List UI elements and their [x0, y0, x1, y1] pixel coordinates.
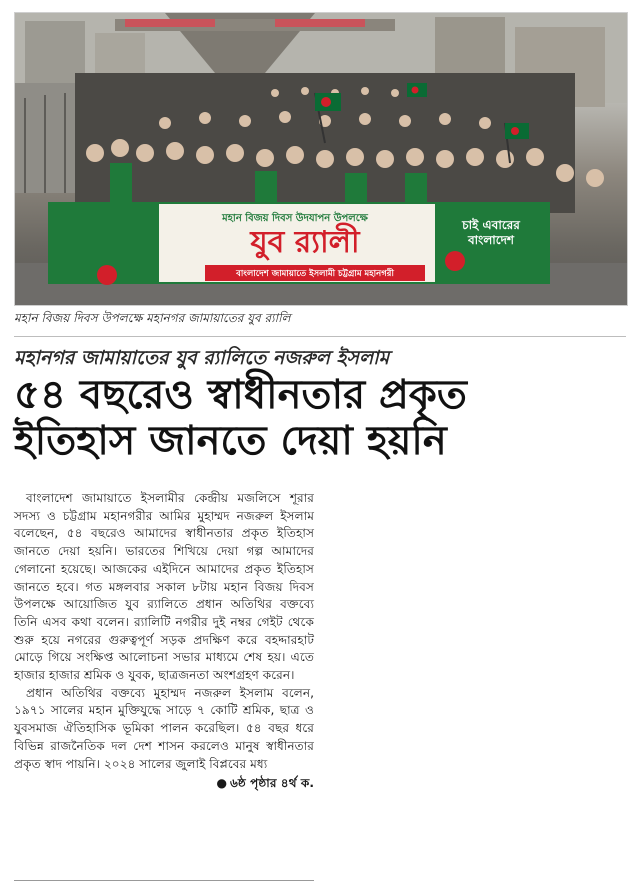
banner-right-text: চাই এবারের বাংলাদেশ: [462, 218, 520, 247]
headline-line1: ৫৪ বছরেও স্বাধীনতার প্রকৃত: [14, 371, 467, 418]
paragraph-2: প্রধান অতিথির বক্তব্যে মুহাম্মদ নজরুল ইসলাম বলেন, ১৯৭১ সালের মহান মুক্তিযুদ্ধে সাড়ে ৭ কোটি শ্রমিক, ছাত্র ও যুবসমাজ ঐতিহাসিক ভূমিকা পালন করেছিল। ৫৪ বছর ধরে বিভিন্ন রাজনৈতিক দল দেশ শাসন করলেও মানুষ স্বাধীনতার প্রকৃত স্বাদ পায়নি। ২০২৪ সালের জুলাই বিপ্লবের মধ্য: [14, 685, 314, 771]
headline: [14, 372, 626, 464]
kicker: মহানগর জামায়াতের যুব র‍্যালিতে নজরুল ইসলাম: [14, 347, 390, 369]
banner-title: যুব র‍্যালী: [250, 225, 360, 260]
article-body: [14, 490, 314, 793]
paragraph-1: বাংলাদেশ জামায়াতে ইসলামীর কেন্দ্রীয় মজলিসে শূরার সদস্য ও চট্টগ্রাম মহানগরীর আমির মুহাম্মদ নজরুল ইসলাম বলেছেন, ৫৪ বছরেও আমাদের স্বাধীনতার প্রকৃত ইতিহাস জানতে দেয়া হয়নি। ভারতের শিখিয়ে দেয়া গল্প আমাদের গেলানো হয়েছে। আজকের এইদিনে আমাদের প্রকৃত ইতিহাস জানতে হবে। গত মঙ্গলবার সকাল ৮টায় মহান বিজয় দিবস উপলক্ষে আয়োজিত যুব র‍্যালিতে প্রধান অতিথির বক্তব্যে তিনি এসব কথা বলেন। র‍্যালিটি নগরীর দুই নম্বর গেইট থেকে শুরু হয়ে নগরের গুরুত্বপূর্ণ সড়ক প্রদক্ষিণ করে বহদ্দারহাট মোড়ে গিয়ে সংক্ষিপ্ত আলোচনা সভার মাধ্যমে শেষ হয়। এতে হাজার হাজার শ্রমিক ও যুবক, ছাত্রজনতা অংশগ্রহণ করেন।: [14, 491, 314, 683]
bullet-icon: ●: [216, 776, 227, 791]
bottom-rule: [14, 880, 314, 881]
photo-caption: মহান বিজয় দিবস উপলক্ষে মহানগর জামায়াতের যুব র‍্যালি: [14, 310, 626, 337]
rally-illustration: [15, 13, 627, 305]
headline-line2: ইতিহাস জানতে দেয়া হয়নি: [14, 417, 447, 464]
continued-text: ৬ষ্ঠ পৃষ্ঠার ৪র্থ ক.: [229, 776, 314, 791]
banner-line1: মহান বিজয় দিবস উদযাপন উপলক্ষে: [222, 213, 368, 224]
continued-note: [14, 775, 314, 793]
rally-photo: [14, 12, 628, 306]
banner-org: বাংলাদেশ জামায়াতে ইসলামী চট্টগ্রাম মহানগরী: [236, 269, 394, 279]
